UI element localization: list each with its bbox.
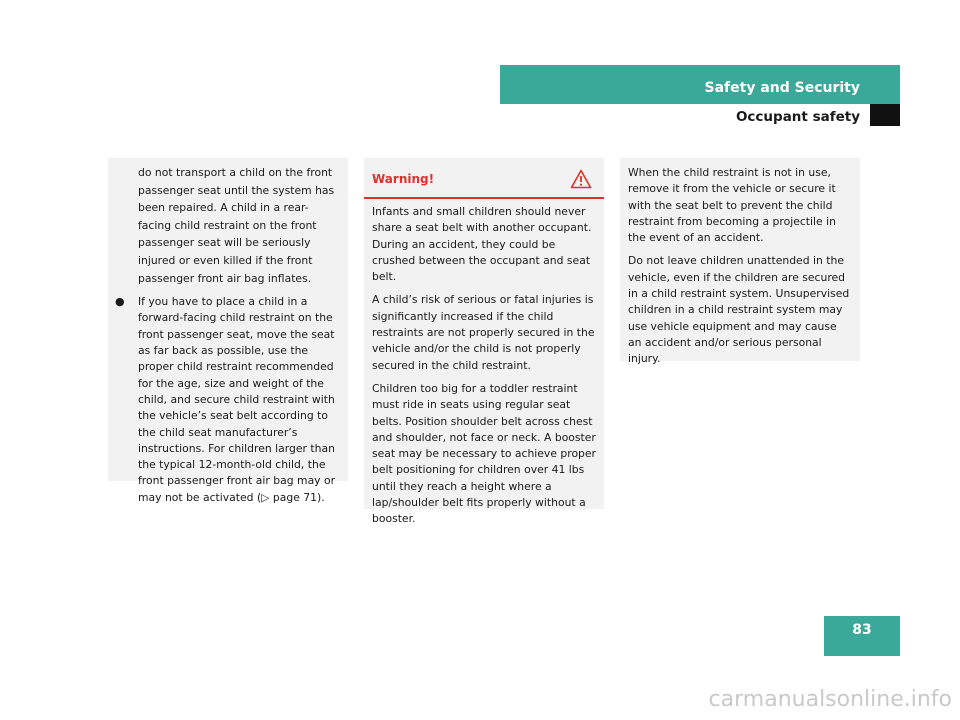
warning-box bbox=[364, 158, 604, 526]
warning-body bbox=[364, 199, 604, 528]
continued-paragraph: do not transport a child on the front passenger seat until the system has been repaired. A child in a rear-facing child restraint on the front passenger seat will be seriously injured or even killed if the front passenger front air bag inflates. bbox=[138, 166, 335, 285]
section-tab-marker bbox=[870, 104, 900, 126]
page-number: 83 bbox=[852, 622, 872, 638]
bullet-item bbox=[115, 294, 340, 506]
info-paragraph: Do not leave children unattended in the vehicle, even if the children are secured in a child restraint system. Unsupervised children in a child restraint system may use vehicle equipment and may cause an accident and/or serious personal injury. bbox=[628, 254, 850, 366]
bullet-icon: ● bbox=[115, 295, 125, 309]
left-column-panel bbox=[108, 158, 348, 504]
warning-title: Warning! bbox=[372, 172, 435, 186]
warning-triangle-icon bbox=[570, 169, 592, 189]
warning-paragraph: A child’s risk of serious or fatal injuries is significantly increased if the child restraints are not properly secured in the vehicle and/or the child is not properly secured in the child restraint. bbox=[372, 293, 595, 372]
watermark: carmanualsonline.info bbox=[708, 687, 952, 712]
right-column-panel bbox=[620, 158, 860, 366]
bullet-text: If you have to place a child in a forward-facing child restraint on the front passenger seat, move the seat as far back as possible, use the proper child restraint recommended for the age, size and weight of the child, and secure child restraint with the vehicle’s seat belt according to the child seat manufacturer’s instructions. For children larger than the typical 12-month-old child, the front passenger front air bag may or may not be activated (▷ page 71). bbox=[138, 295, 336, 504]
warning-paragraph: Children too big for a toddler restraint must ride in seats using regular seat belts. Position shoulder belt across chest and shoulder, not face or neck. A booster seat may be necessary to achieve proper belt positioning for children over 41 lbs until they reach a height where a lap/shoulder belt fits properly without a booster. bbox=[372, 381, 596, 526]
info-paragraph: When the child restraint is not in use, remove it from the vehicle or secure it with the seat belt to prevent the child restraint from becoming a projectile in the event of an accident. bbox=[628, 166, 836, 245]
subsection-title: Occupant safety bbox=[735, 109, 860, 125]
section-title: Safety and Security bbox=[704, 80, 860, 96]
page-number-box bbox=[824, 616, 900, 656]
warning-paragraph: Infants and small children should never share a seat belt with another occupant. During an accident, they could be crushed between the occupant and seat belt. bbox=[372, 205, 592, 284]
warning-header bbox=[364, 158, 604, 199]
